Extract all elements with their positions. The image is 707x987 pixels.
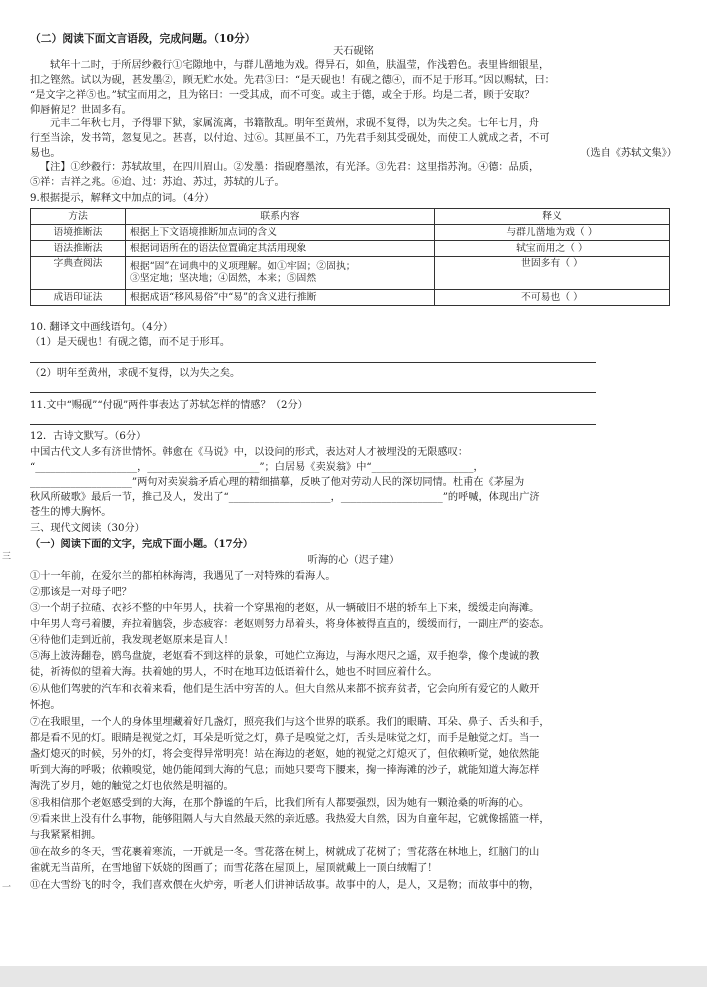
answer-line bbox=[30, 392, 596, 393]
section3-heading: 三、现代文阅读（30分） bbox=[30, 523, 145, 534]
table-row bbox=[31, 241, 670, 257]
table-header: 方法 bbox=[31, 209, 126, 225]
article-para: ⑥从他们驾驶的汽车和衣着来看，他们是生活中穷苦的人。但大自然从来都不摈弃贫者，它会向所有爱它的人敞开 bbox=[30, 684, 540, 695]
article-title: 听海的心（迟子建） bbox=[307, 555, 400, 566]
table-row bbox=[31, 225, 670, 241]
method-cell: 成语印证法 bbox=[31, 290, 126, 306]
passage-line: 仰唇俯足？世固多有。 bbox=[30, 105, 132, 116]
article-para: ⑧我相信那个老妪感受到的大海，在那个静谧的午后，比我们所有人都要强烈，因为她有一颗沧桑的听海的心。 bbox=[30, 798, 530, 809]
answer-cell: 轼宝而用之（ ） bbox=[435, 241, 670, 257]
method-table bbox=[30, 208, 670, 306]
q12-line: 秋风所破歌》最后一节，推己及人，发出了“____________________，____________________”的呼喊，体现出广济 bbox=[30, 492, 540, 503]
passage-line: 行至当涂，发书笥，忽复见之。甚喜，以付迨、过⑥。其匣虽不工，乃先君手刻其受砚处，而使工人就成之者，不可 bbox=[30, 133, 550, 144]
article-para: ⑪在大雪纷飞的时令，我们喜欢偎在火炉旁，听老人们讲神话故事。故事中的人，是人，又是物；而故事中的物， bbox=[30, 880, 540, 891]
article-para: 怀抱。 bbox=[30, 700, 61, 711]
table-header-row bbox=[31, 209, 670, 225]
article-para: ①十一年前，在爱尔兰的都柏林海湾，我遇见了一对特殊的看海人。 bbox=[30, 571, 336, 582]
answer-line bbox=[30, 424, 596, 425]
content-line: ③坚定地；坚决地；④固然，本来；⑤固然 bbox=[130, 273, 317, 284]
margin-mark: 一 bbox=[2, 883, 12, 893]
article-para: ②那该是一对母子吧？ bbox=[30, 587, 132, 598]
passage-line: 元丰二年秋七月，予得罪下狱，家属流离，书籍散乱。明年至黄州，求砚不复得，以为失之矣。七年七月，舟 bbox=[50, 118, 539, 129]
answer-line bbox=[30, 362, 596, 363]
article-para: 与我紧紧相拥。 bbox=[30, 830, 102, 841]
article-para: 盏灯熄灭的时候，另外的灯，将会变得异常明亮！站在海边的老妪，她的视觉之灯熄灭了，但依赖听觉，她依然能 bbox=[30, 749, 540, 760]
q12-line: 苍生的博大胸怀。 bbox=[30, 507, 112, 518]
article-para: ⑤海上波涛翻卷，鸥鸟盘旋，老妪看不到这样的景象，可她伫立海边，与海水咫尺之遥，双手抱拳，像个虔诚的教 bbox=[30, 651, 540, 662]
answer-cell: 与群儿凿地为戏（ ） bbox=[435, 225, 670, 241]
method-cell: 语境推断法 bbox=[31, 225, 126, 241]
answer-cell: 世固多有（ ） bbox=[435, 257, 670, 290]
q12-line: ____________________”两句对卖炭翁矛盾心理的精细描摹，反映了他对劳动人民的深切同情。杜甫在《茅屋为 bbox=[30, 477, 525, 488]
passage-title: 天石砚铭 bbox=[333, 46, 374, 57]
article-para: ⑨看来世上没有什么事物，能够阻隔人与大自然最天然的亲近感。我热爱大自然，因为自童年起，它就像摇篮一样， bbox=[30, 814, 550, 825]
q12-line: 中国古代文人多有济世情怀。韩愈在《马说》中，以设问的形式，表达对人才被埋没的无限感叹： bbox=[30, 447, 469, 458]
answer-cell: 不可易也（ ） bbox=[435, 290, 670, 306]
passage-notes: 【注】①纱縠行：苏轼故里，在四川眉山。②发墨：指砚磨墨浓，有光泽。③先君：这里指苏洵。④德：品质， bbox=[40, 162, 540, 173]
passage-line: 轼年十二时，于所居纱縠行①宅隙地中，与群儿凿地为戏。得异石，如鱼，肤温莹，作浅碧色。表里皆细银星， bbox=[50, 60, 550, 71]
article-para: ⑦在我眼里，一个人的身体里埋藏着好几盏灯，照亮我们与这个世界的联系。我们的眼睛、耳朵、鼻子、舌头和手， bbox=[30, 717, 550, 728]
article-para: 徒，祈祷似的望着大海。扶着她的男人，不时在地耳边低语着什么，她也不时回应着什么。 bbox=[30, 667, 438, 678]
q10-prompt: 10. 翻译文中画线语句。（4分） bbox=[30, 322, 174, 333]
passage-notes: ⑤祥：吉祥之兆。⑥迨、过：苏迨、苏过，苏轼的儿子。 bbox=[30, 177, 285, 188]
method-cell: 语法推断法 bbox=[31, 241, 126, 257]
content-cell: 根据词语所在的语法位置确定其活用现象 bbox=[126, 241, 435, 257]
content-cell: 根据上下文语境推断加点词的含义 bbox=[126, 225, 435, 241]
content-line: 根据“固”在词典中的义项理解。如①牢固；②固执； bbox=[130, 261, 356, 272]
method-cell: 字典查阅法 bbox=[31, 257, 126, 290]
table-header: 释义 bbox=[435, 209, 670, 225]
q10-item1: （1）是天砚也！有砚之德，而不足于形耳。 bbox=[30, 337, 231, 348]
section2-heading: （二）阅读下面文言语段，完成问题。（10分） bbox=[30, 32, 256, 45]
page-footer-bar bbox=[0, 966, 707, 987]
article-para: 雀就无当苗所，在雪地留下妖娆的图画了；而雪花落在屋顶上，屋顶就戴上一顶白绒帽了！ bbox=[30, 863, 438, 874]
article-para: 淘洗了岁月，她的触觉之灯也依然是明福的。 bbox=[30, 781, 234, 792]
content-cell: 根据成语“移风易俗”中“易”的含义进行推断 bbox=[126, 290, 435, 306]
passage-line: “是文字之祥⑤也。”轼宝而用之，且为铭曰：一受其成，而不可变。或主于德，或全于形。均是二者，顾于安取？ bbox=[30, 90, 535, 101]
content-cell bbox=[126, 257, 435, 290]
passage-source: （选自《苏轼文集》） bbox=[580, 148, 677, 159]
q12-prompt: 12．古诗文默写。（6分） bbox=[30, 431, 147, 442]
q11-prompt: 11.文中“赐砚”“付砚”两件事表达了苏轼怎样的情感？（2分） bbox=[30, 400, 308, 411]
table-row bbox=[31, 290, 670, 306]
table-header: 联系内容 bbox=[126, 209, 435, 225]
table-row bbox=[31, 257, 670, 290]
article-para: 都是看不见的灯。眼睛是视觉之灯，耳朵是听觉之灯，鼻子是嗅觉之灯，舌头是味觉之灯，而手是触觉之灯。当一 bbox=[30, 733, 540, 744]
q9-prompt: 9.根据提示，解释文中加点的词。（4分） bbox=[30, 193, 215, 204]
article-para: 中年男人弯弓着腰，弃拉着脑袋，步态疲容：老妪则努力昂着头，将身体被得直直的，缓缓而行，一副庄严的姿态。 bbox=[30, 619, 550, 630]
article-para: ③一个胡子拉碴、衣衫不整的中年男人，扶着一个穿黑袍的老妪，从一辆破旧不堪的轿车上下来，缓缓走向海滩。 bbox=[30, 603, 540, 614]
article-para: ④待他们走到近前，我发现老妪原来是盲人！ bbox=[30, 635, 234, 646]
passage-line: 扣之铿然。试以为砚，甚发墨②，顾无贮水处。先君③曰：“是天砚也！有砚之德④，而不足于形耳。”因以赐轼，曰： bbox=[30, 75, 555, 86]
section3-subheading: （一）阅读下面的文字，完成下面小题。（17分） bbox=[30, 538, 254, 550]
article-para: ⑩在故乡的冬天，雪花裹着寒流，一开就是一冬。雪花落在树上，树就成了花树了；雪花落在林地上，红脑门的山 bbox=[30, 847, 540, 858]
q10-item2: （2）明年至黄州，求砚不复得，以为失之矣。 bbox=[30, 368, 241, 379]
margin-mark: 三 bbox=[2, 552, 12, 562]
q12-line: “____________________，______________________”；白居易《卖炭翁》中“____________________， bbox=[30, 462, 484, 473]
passage-line: 易也。 bbox=[30, 148, 61, 159]
article-para: 听到大海的呼吸；依赖嗅觉，她仍能闻到大海的气息；而她只要弯下腰来，掬一捧海滩的沙子，就能知道大海怎样 bbox=[30, 765, 540, 776]
